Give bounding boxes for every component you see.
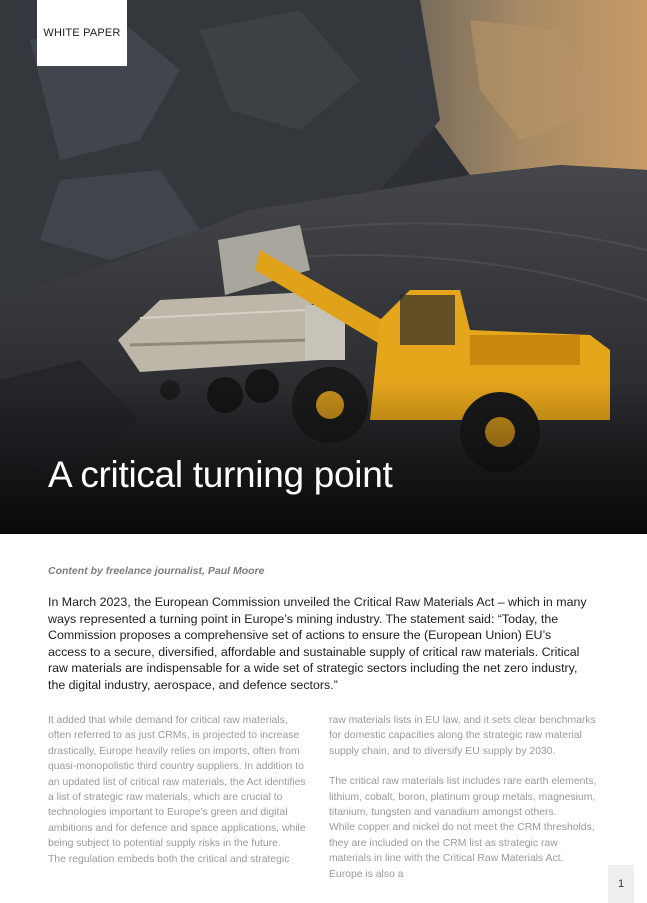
- body-paragraph: The regulation embeds both the critical and strategic: [48, 853, 290, 865]
- page-title: A critical turning point: [48, 454, 393, 495]
- document-type-tag: WHITE PAPER: [37, 0, 127, 66]
- body-paragraph: It added that while demand for critical raw materials, often referred to as just CRMs, is projected to increase drastically, Europe heavily relies on imports, often from quasi-monopolistic third country suppliers. In addition to an updated list of critical raw materials, the Act identifies a list of strategic raw materials, which are crucial to technologies important to Europe’s green and digital ambitions and for defence and space applications, while being subject to potential supply risks in the future.: [48, 715, 306, 850]
- body-column-right: [329, 713, 597, 882]
- body-paragraph: raw materials lists in EU law, and it sets clear benchmarks for domestic capacities along the strategic raw material supply chain, and to diversify EU supply by 2030.: [329, 715, 596, 757]
- body-column-left: [48, 713, 310, 867]
- lead-paragraph: In March 2023, the European Commission unveiled the Critical Raw Materials Act – which in many ways represented a turning point in Europe’s mining industry. The statement said: “Today, the Commission proposes a comprehensive set of actions to ensure the (European Union) EU’s access to a secure, diversified, affordable and sustainable supply of critical raw materials. Critical raw materials are indispensable for a wide set of strategic sectors including the net zero industry, the digital industry, aerospace, and defence sectors.”: [48, 595, 587, 692]
- paragraph-gap: [329, 759, 597, 774]
- body-paragraph: While copper and nickel do not meet the CRM thresholds, they are included on the CRM list as strategic raw materials in line with the Critical Raw Materials Act. Europe is also a: [329, 822, 595, 880]
- body-paragraph: The critical raw materials list includes rare earth elements, lithium, cobalt, boron, platinum group metals, magnesium, titanium, tungsten and vanadium amongst others.: [329, 776, 597, 819]
- page-number: 1: [608, 865, 634, 903]
- author-byline: Content by freelance journalist, Paul Moore: [48, 565, 265, 577]
